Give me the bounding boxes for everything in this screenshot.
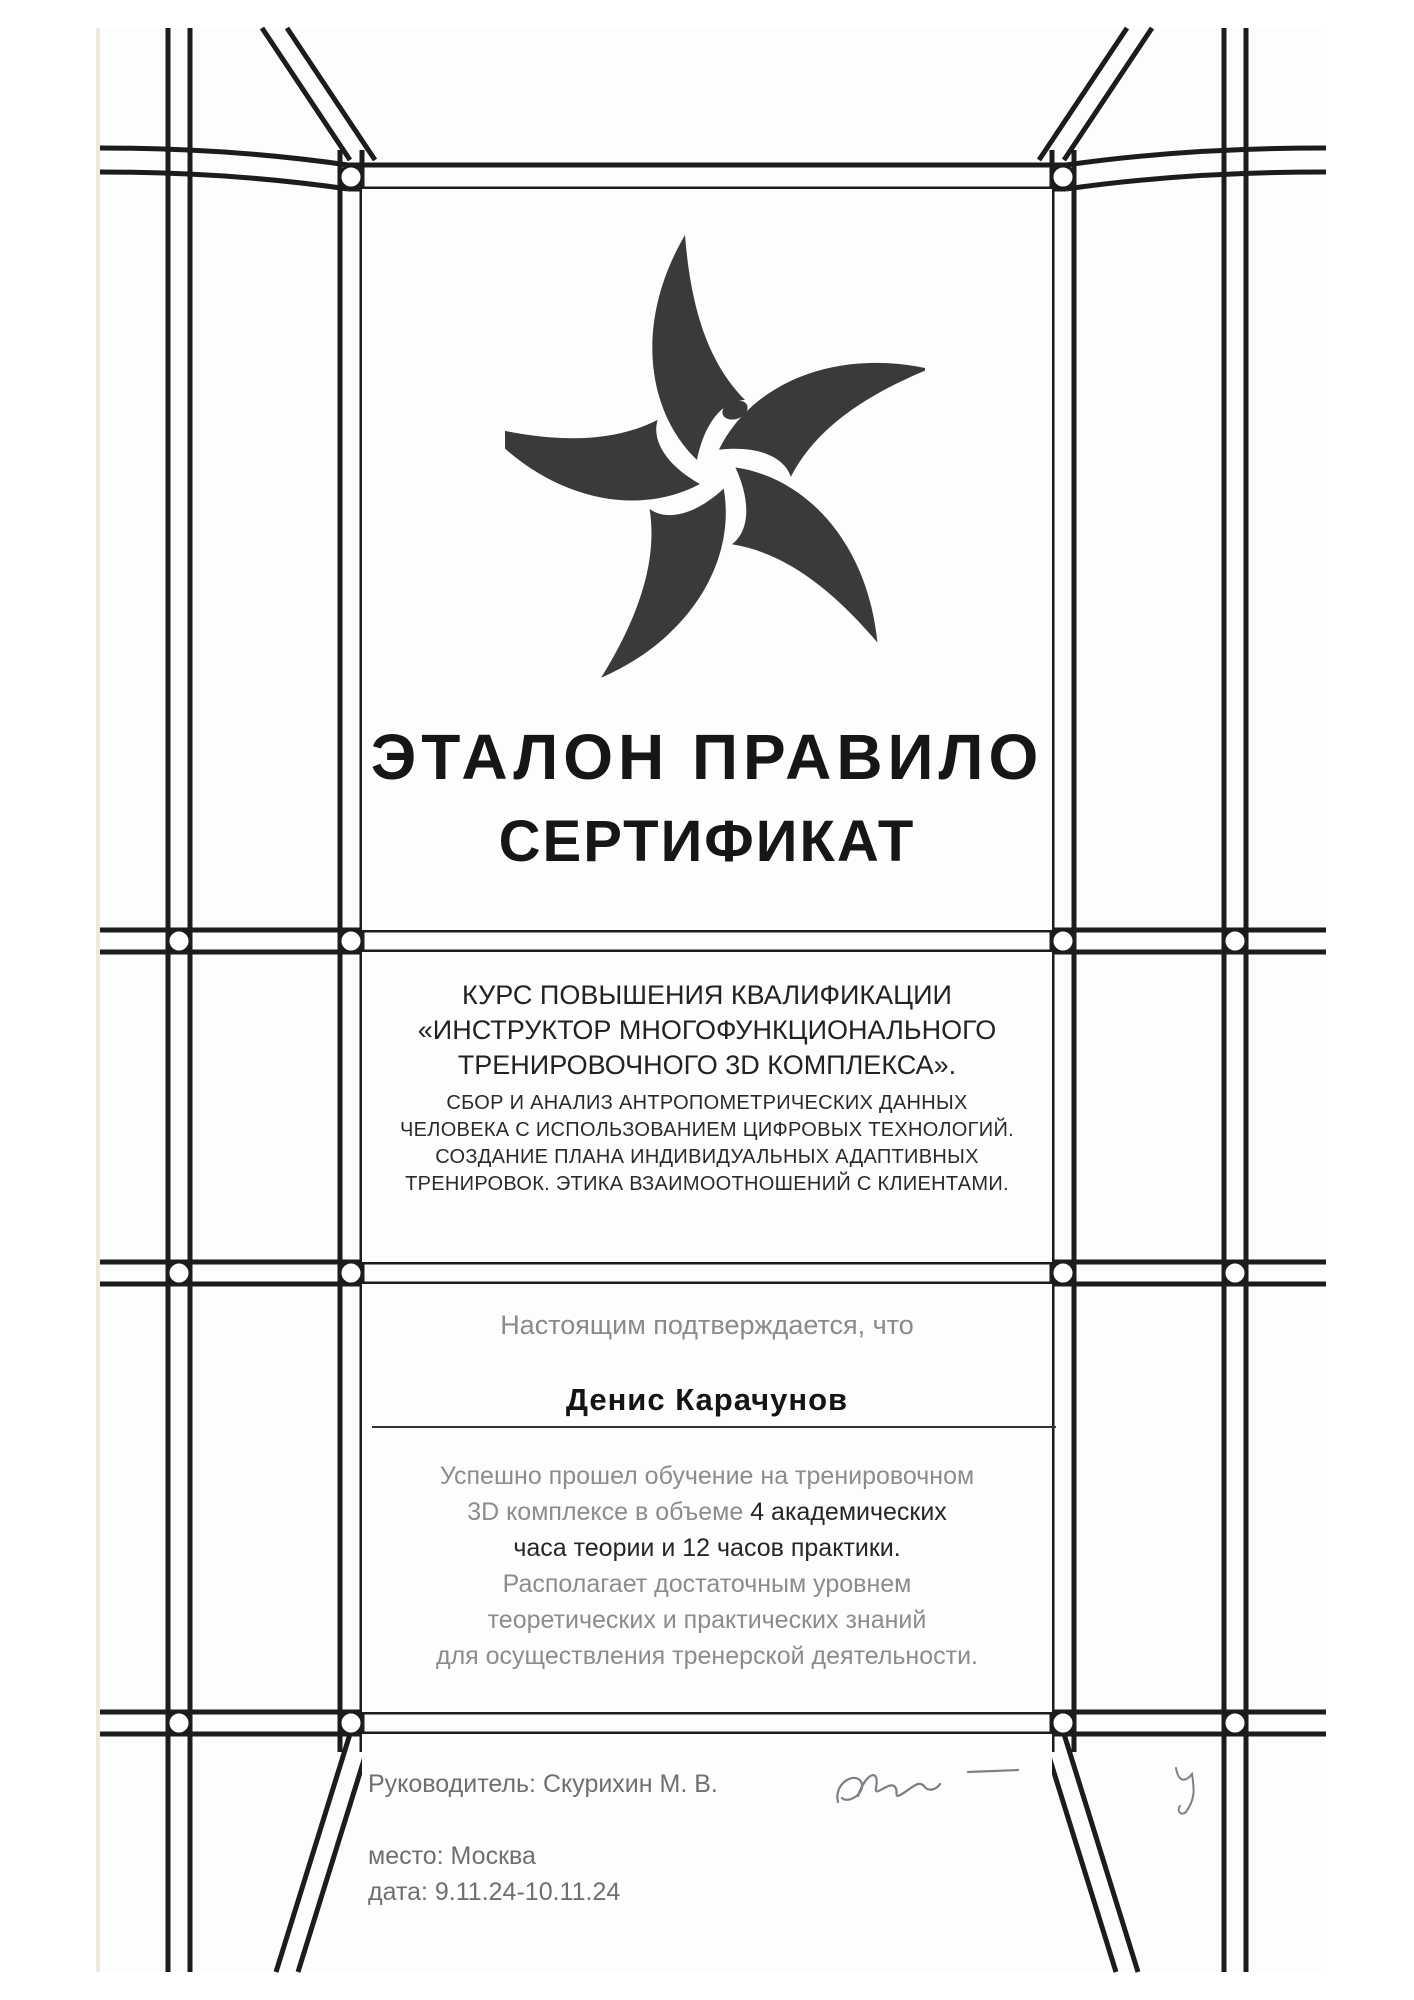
course-line: ТРЕНИРОВОЧНОГО 3D КОМПЛЕКСА». — [457, 1050, 957, 1080]
course-topics — [0, 1090, 1414, 1198]
result-plain: 3D комплексе в объеме — [467, 1498, 751, 1526]
result-text — [0, 1458, 1414, 1674]
recipient-name: Денис Карачунов — [565, 1382, 849, 1417]
result-line: Располагает достаточным уровнем — [502, 1570, 912, 1598]
head-of-course: Руководитель: Скурихин М. В. — [368, 1770, 718, 1798]
handwritten-signature — [828, 1752, 1028, 1822]
topics-line: ТРЕНИРОВОК. ЭТИКА ВЗАИМООТНОШЕНИЙ С КЛИЕНТАМИ. — [405, 1173, 1009, 1195]
name-underline — [372, 1426, 1056, 1428]
brand-title: ЭТАЛОН ПРАВИЛО — [370, 721, 1044, 793]
place: место: Москва — [368, 1842, 536, 1870]
course-line: КУРС ПОВЫШЕНИЯ КВАЛИФИКАЦИИ — [462, 980, 952, 1010]
topics-line: СБОР И АНАЛИЗ АНТРОПОМЕТРИЧЕСКИХ ДАННЫХ — [446, 1092, 968, 1114]
result-hours-practice: часа теории и 12 часов практики. — [513, 1534, 901, 1562]
result-hours-theory: 4 академических — [750, 1498, 947, 1526]
result-line: для осуществления тренерской деятельности. — [435, 1642, 979, 1670]
result-line: теоретических и практических знаний — [487, 1606, 927, 1634]
initials-mark — [1170, 1762, 1210, 1818]
topics-line: ЧЕЛОВЕКА С ИСПОЛЬЗОВАНИЕМ ЦИФРОВЫХ ТЕХНОЛОГИЙ. — [400, 1119, 1014, 1141]
topics-line: СОЗДАНИЕ ПЛАНА ИНДИВИДУАЛЬНЫХ АДАПТИВНЫХ — [435, 1146, 979, 1168]
course-title — [0, 978, 1414, 1083]
date: дата: 9.11.24-10.11.24 — [368, 1878, 621, 1906]
result-line — [0, 1494, 1414, 1530]
document-title: СЕРТИФИКАТ — [498, 809, 916, 874]
confirmation-text: Настоящим подтверждается, что — [500, 1310, 914, 1340]
result-line: Успешно прошел обучение на тренировочном — [439, 1462, 975, 1490]
pinwheel-swirl-logo — [505, 225, 925, 715]
course-line: «ИНСТРУКТОР МНОГОФУНКЦИОНАЛЬНОГО — [417, 1015, 997, 1045]
